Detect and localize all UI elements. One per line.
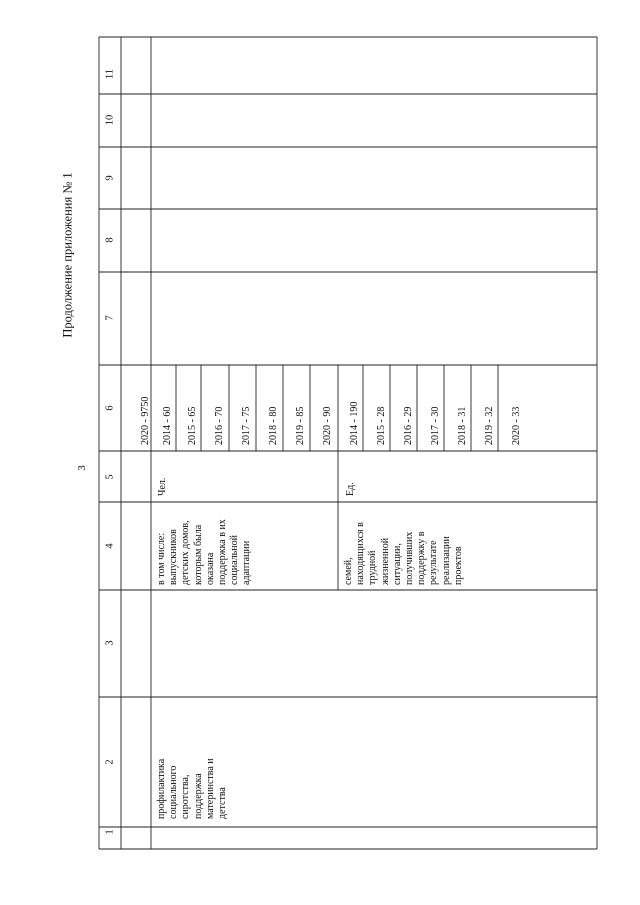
indicators-table xyxy=(99,37,599,849)
value-2014: 2014 - 60 xyxy=(162,406,173,445)
column-number: 5 xyxy=(104,474,116,480)
value-2019: 2019 - 85 xyxy=(295,406,306,445)
value-2017: 2017 - 30 xyxy=(430,406,441,445)
value-2020: 2020 - 33 xyxy=(511,406,522,445)
column-number: 8 xyxy=(104,237,116,243)
measure-description: профилактика социального сиротства, поддержка материнства и детства xyxy=(156,758,229,819)
column-number: 3 xyxy=(104,640,116,646)
value-2016: 2016 - 29 xyxy=(403,406,414,445)
column-number: 11 xyxy=(104,68,116,80)
column-number: 4 xyxy=(104,543,116,549)
appendix-note-text: Продолжение приложения № 1 xyxy=(60,172,75,338)
column-number: 7 xyxy=(104,315,116,321)
value-2017: 2017 - 75 xyxy=(241,406,252,445)
value-2014: 2014 - 190 xyxy=(349,401,360,445)
unit-items: Ед. xyxy=(345,482,356,496)
column-number: 10 xyxy=(104,114,116,126)
unit-persons: Чел. xyxy=(157,477,168,496)
indicator-orphan-graduates: в том числе: выпускников детских домов, которым была оказана поддержка в их социальной адаптации xyxy=(156,519,253,585)
column-number: 9 xyxy=(104,175,116,181)
value-2018: 2018 - 80 xyxy=(268,406,279,445)
column-number: 1 xyxy=(104,829,116,835)
value-2018: 2018 - 31 xyxy=(457,406,468,445)
indicator-families-supported: семей, находящихся в трудной жизненной ситуации, получивших поддержку в результате реализации проектов xyxy=(343,522,464,585)
col6-total-value: 2020 - 9750 xyxy=(140,396,151,445)
value-2019: 2019 - 32 xyxy=(484,406,495,445)
value-2020: 2020 - 90 xyxy=(322,406,333,445)
column-number: 2 xyxy=(104,759,116,765)
value-2015: 2015 - 65 xyxy=(187,406,198,445)
column-number: 6 xyxy=(104,405,116,411)
appendix-continuation-note xyxy=(60,155,76,355)
value-2016: 2016 - 70 xyxy=(214,406,225,445)
value-2015: 2015 - 28 xyxy=(376,406,387,445)
page-number: 3 xyxy=(76,465,88,471)
